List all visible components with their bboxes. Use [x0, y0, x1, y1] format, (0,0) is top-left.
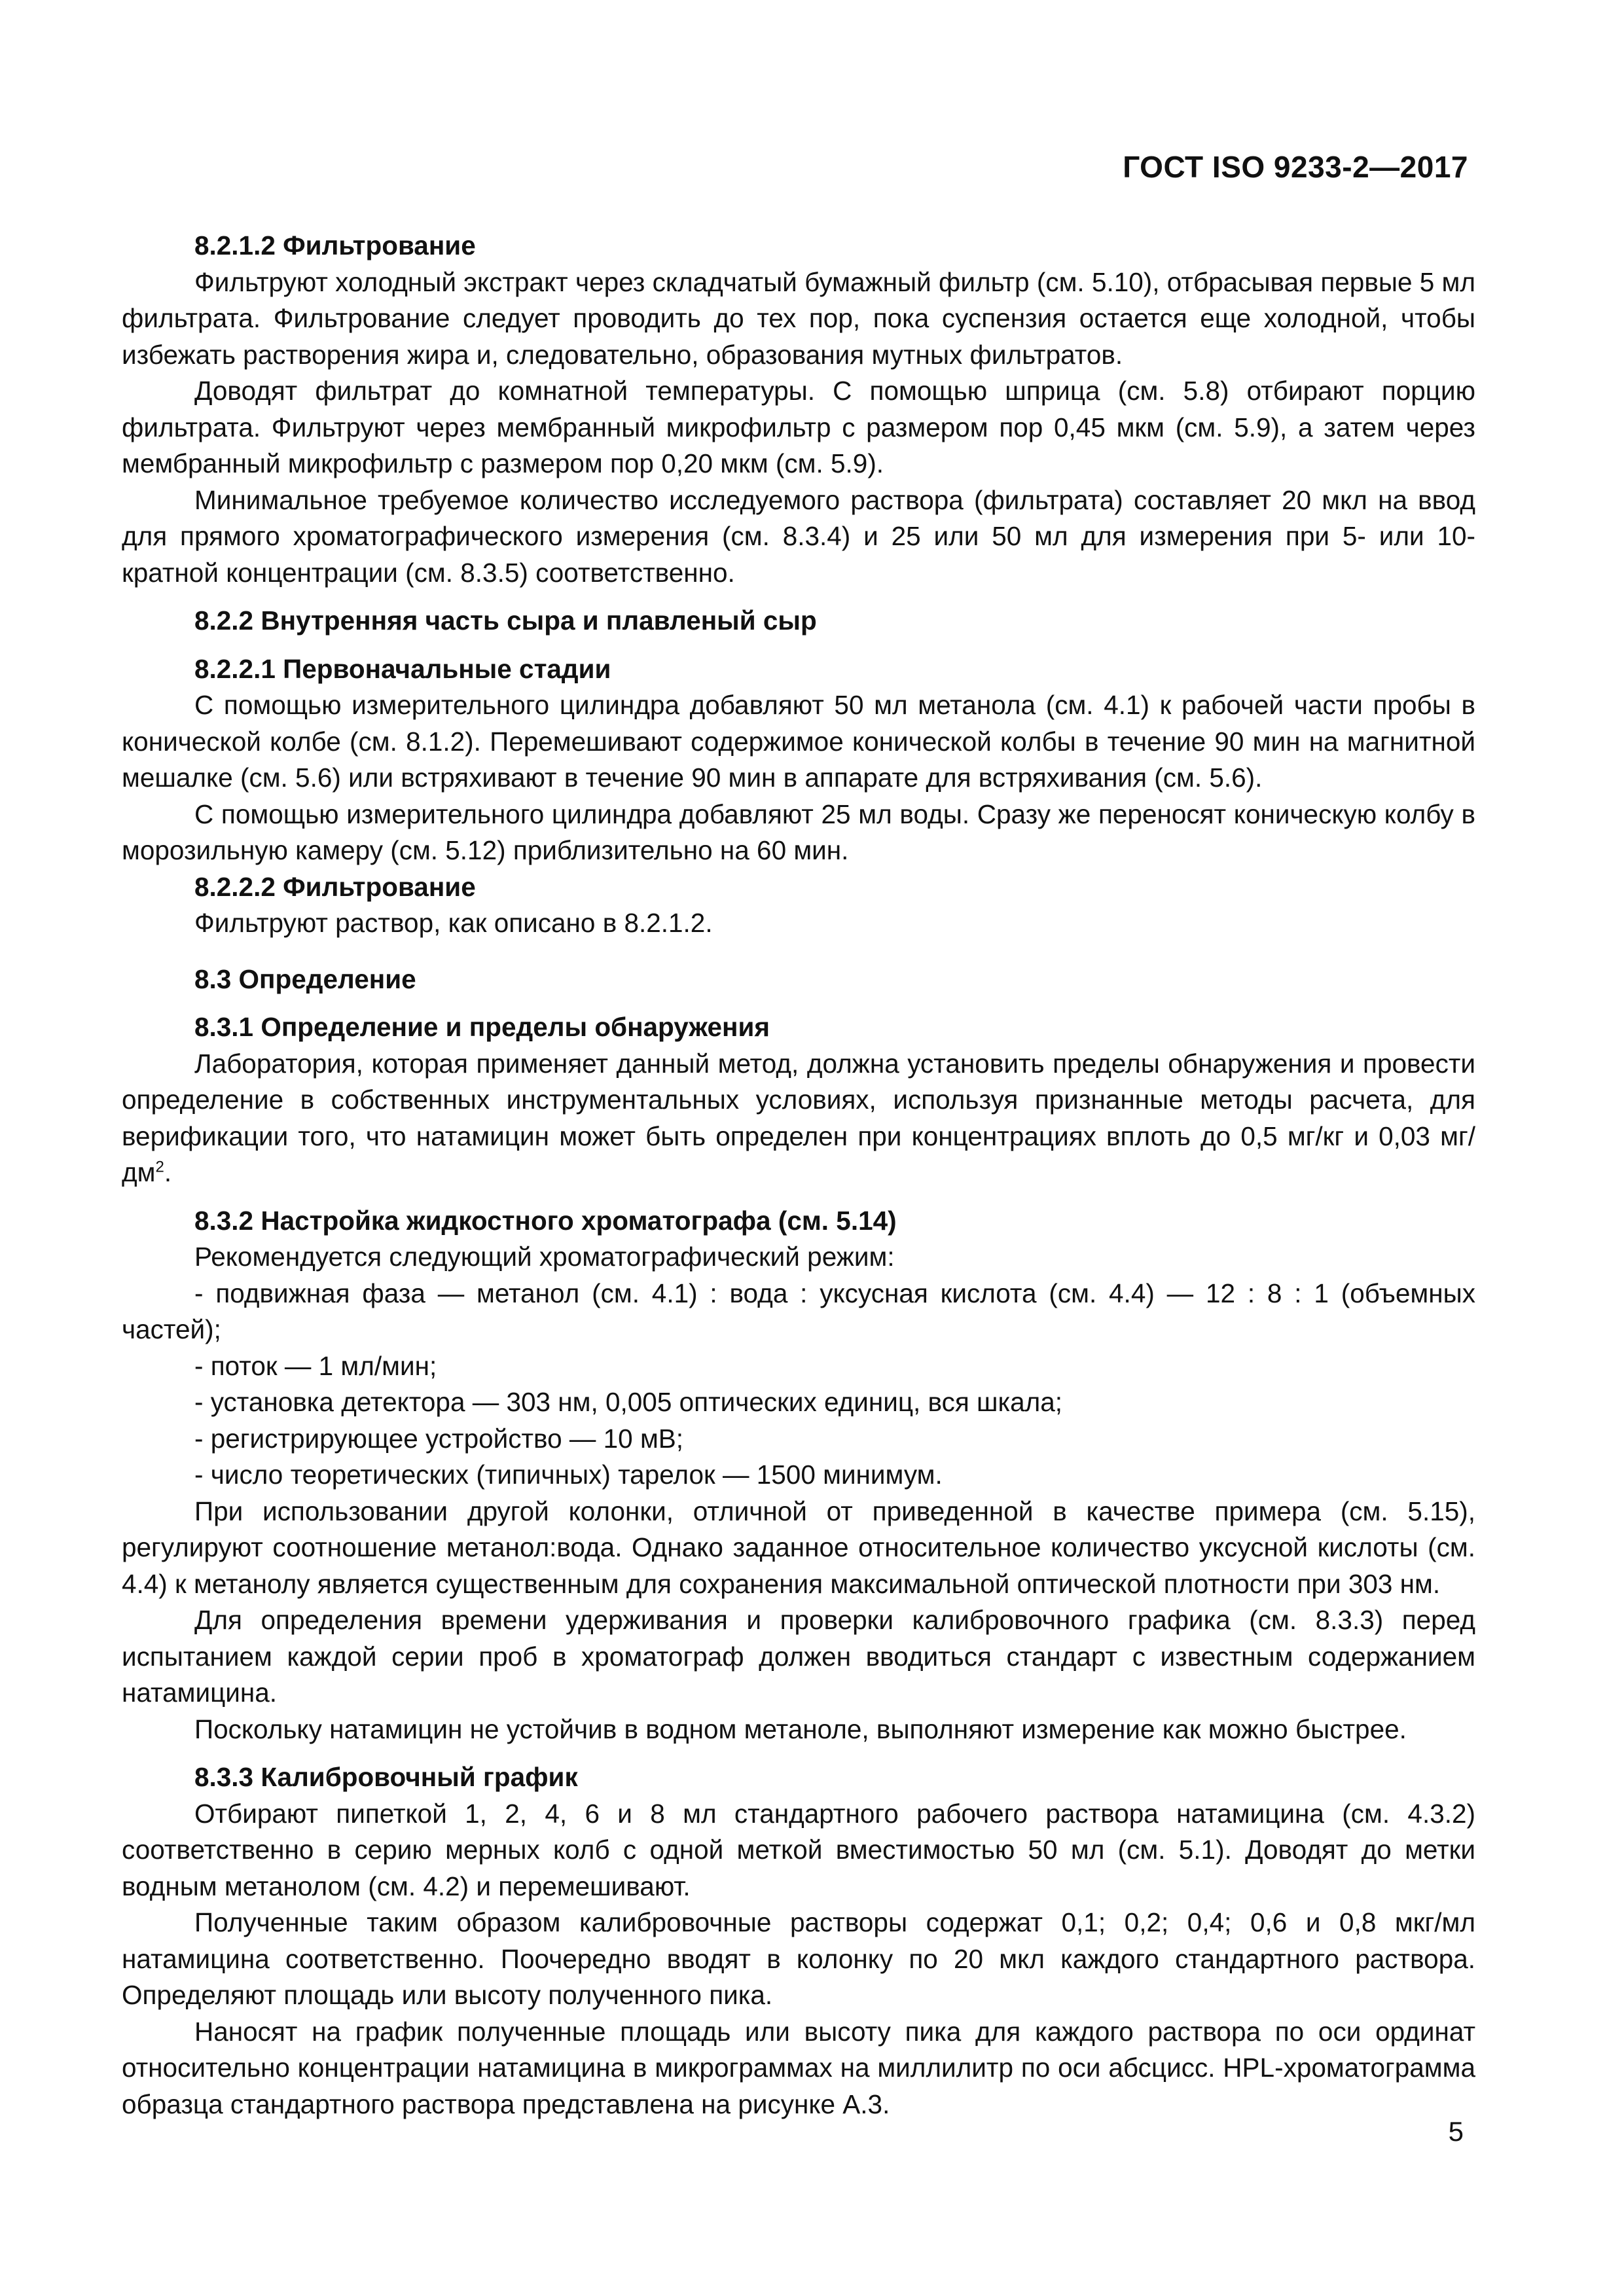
- paragraph: Фильтруют холодный экстракт через складчатый бумажный фильтр (см. 5.10), отбрасывая первые 5 мл фильтрата. Фильтрование следует проводить до тех пор, пока суспензия остается еще холодной, чтобы избежать растворения жира и, следовательно, образования мутных фильтратов.: [122, 266, 1475, 370]
- paragraph: С помощью измерительного цилиндра добавляют 25 мл воды. Сразу же переносят коническую колбу в морозильную камеру (см. 5.12) приблизительно на 60 мин.: [122, 798, 1475, 865]
- section-heading-8-3-2: 8.3.2 Настройка жидкостного хроматографа (см. 5.14): [194, 1205, 897, 1236]
- paragraph: Для определения времени удерживания и проверки калибровочного графика (см. 8.3.3) перед испытанием каждой серии проб в хроматограф должен вводиться стандарт с известным содержанием натамицина.: [122, 1605, 1475, 1708]
- page-number: 5: [1448, 2116, 1464, 2147]
- list-item: - число теоретических (типичных) тарелок — 1500 минимум.: [194, 1460, 943, 1490]
- paragraph: Минимальное требуемое количество исследуемого раствора (фильтрата) составляет 20 мкл на ввод для прямого хроматографического измерения (см. 8.3.4) и 25 или 50 мл для измерения при 5- или 10-кратной концентрации (см. 8.3.5) соответственно.: [122, 484, 1475, 588]
- section-heading-8-3-3: 8.3.3 Калибровочный график: [194, 1762, 578, 1792]
- section-heading-8-2-2-1: 8.2.2.1 Первоначальные стадии: [194, 653, 611, 684]
- section-heading-8-2-2-2: 8.2.2.2 Фильтрование: [194, 871, 476, 902]
- document-body: [122, 228, 1475, 2123]
- list-item: - подвижная фаза — метанол (см. 4.1) : вода : уксусная кислота (см. 4.4) — 12 : 8 : 1 (объемных частей);: [122, 1278, 1475, 1344]
- document-code: ГОСТ ISO 9233-2—2017: [1123, 150, 1468, 184]
- paragraph: Фильтруют раствор, как описано в 8.2.1.2.: [194, 908, 713, 938]
- paragraph: Наносят на график полученные площадь или высоту пика для каждого раствора по оси ординат относительно концентрации натамицина в микрограммах на миллилитр по оси абсцисс. HPL-хроматограмма образца стандартного раствора представлена на рисунке А.3.: [122, 2016, 1475, 2119]
- paragraph: Отбирают пипеткой 1, 2, 4, 6 и 8 мл стандартного рабочего раствора натамицина (см. 4.3.2) соответственно в серию мерных колб с одной меткой вместимостью 50 мл (см. 5.1). Доводят до метки водным метанолом (см. 4.2) и перемешивают.: [122, 1798, 1475, 1901]
- list-item: - установка детектора — 303 нм, 0,005 оптических единиц, вся шкала;: [194, 1387, 1063, 1417]
- paragraph: Полученные таким образом калибровочные растворы содержат 0,1; 0,2; 0,4; 0,6 и 0,8 мкг/мл натамицина соответственно. Поочередно вводят в колонку по 20 мкл каждого стандартного раствора. Определяют площадь или высоту полученного пика.: [122, 1907, 1475, 2010]
- paragraph-text: Лаборатория, которая применяет данный метод, должна установить пределы обнаружения и провести определение в собственных инструментальных условиях, используя признанные методы расчета, для верификации того, что натамицин может быть определен при концентрациях вплоть до 0,5 мг/кг и 0,03 мг/дм: [122, 1048, 1475, 1187]
- paragraph-detection-limits: [122, 1046, 1475, 1191]
- section-heading-8-2-1-2: 8.2.1.2 Фильтрование: [194, 230, 476, 260]
- paragraph: Рекомендуется следующий хроматографический режим:: [194, 1242, 895, 1272]
- paragraph-tail: .: [164, 1157, 172, 1187]
- paragraph: Доводят фильтрат до комнатной температуры. С помощью шприца (см. 5.8) отбирают порцию фильтрата. Фильтруют через мембранный микрофильтр с размером пор 0,45 мкм (см. 5.9), а затем через мембранный микрофильтр с размером пор 0,20 мкм (см. 5.9).: [122, 376, 1475, 478]
- list-item: - регистрирующее устройство — 10 мВ;: [194, 1423, 684, 1454]
- section-heading-8-2-2: 8.2.2 Внутренняя часть сыра и плавленый сыр: [194, 605, 817, 636]
- section-heading-8-3-1: 8.3.1 Определение и пределы обнаружения: [194, 1012, 770, 1042]
- paragraph: При использовании другой колонки, отличной от приведенной в качестве примера (см. 5.15), регулируют соотношение метанол:вода. Однако заданное относительное количество уксусной кислоты (см. 4.4) к метанолу является существенным для сохранения максимальной оптической плотности при 303 нм.: [122, 1496, 1475, 1599]
- list-item: - поток — 1 мл/мин;: [194, 1350, 437, 1381]
- paragraph: С помощью измерительного цилиндра добавляют 50 мл метанола (см. 4.1) к рабочей части пробы в конической колбе (см. 8.1.2). Перемешивают содержимое конической колбы в течение 90 мин на магнитной мешалке (см. 5.6) или встряхивают в течение 90 мин в аппарате для встряхивания (см. 5.6).: [122, 690, 1475, 793]
- section-heading-8-3: 8.3 Определение: [194, 963, 416, 994]
- paragraph: Поскольку натамицин не устойчив в водном метаноле, выполняют измерение как можно быстрее.: [194, 1713, 1407, 1744]
- superscript: 2: [155, 1158, 164, 1176]
